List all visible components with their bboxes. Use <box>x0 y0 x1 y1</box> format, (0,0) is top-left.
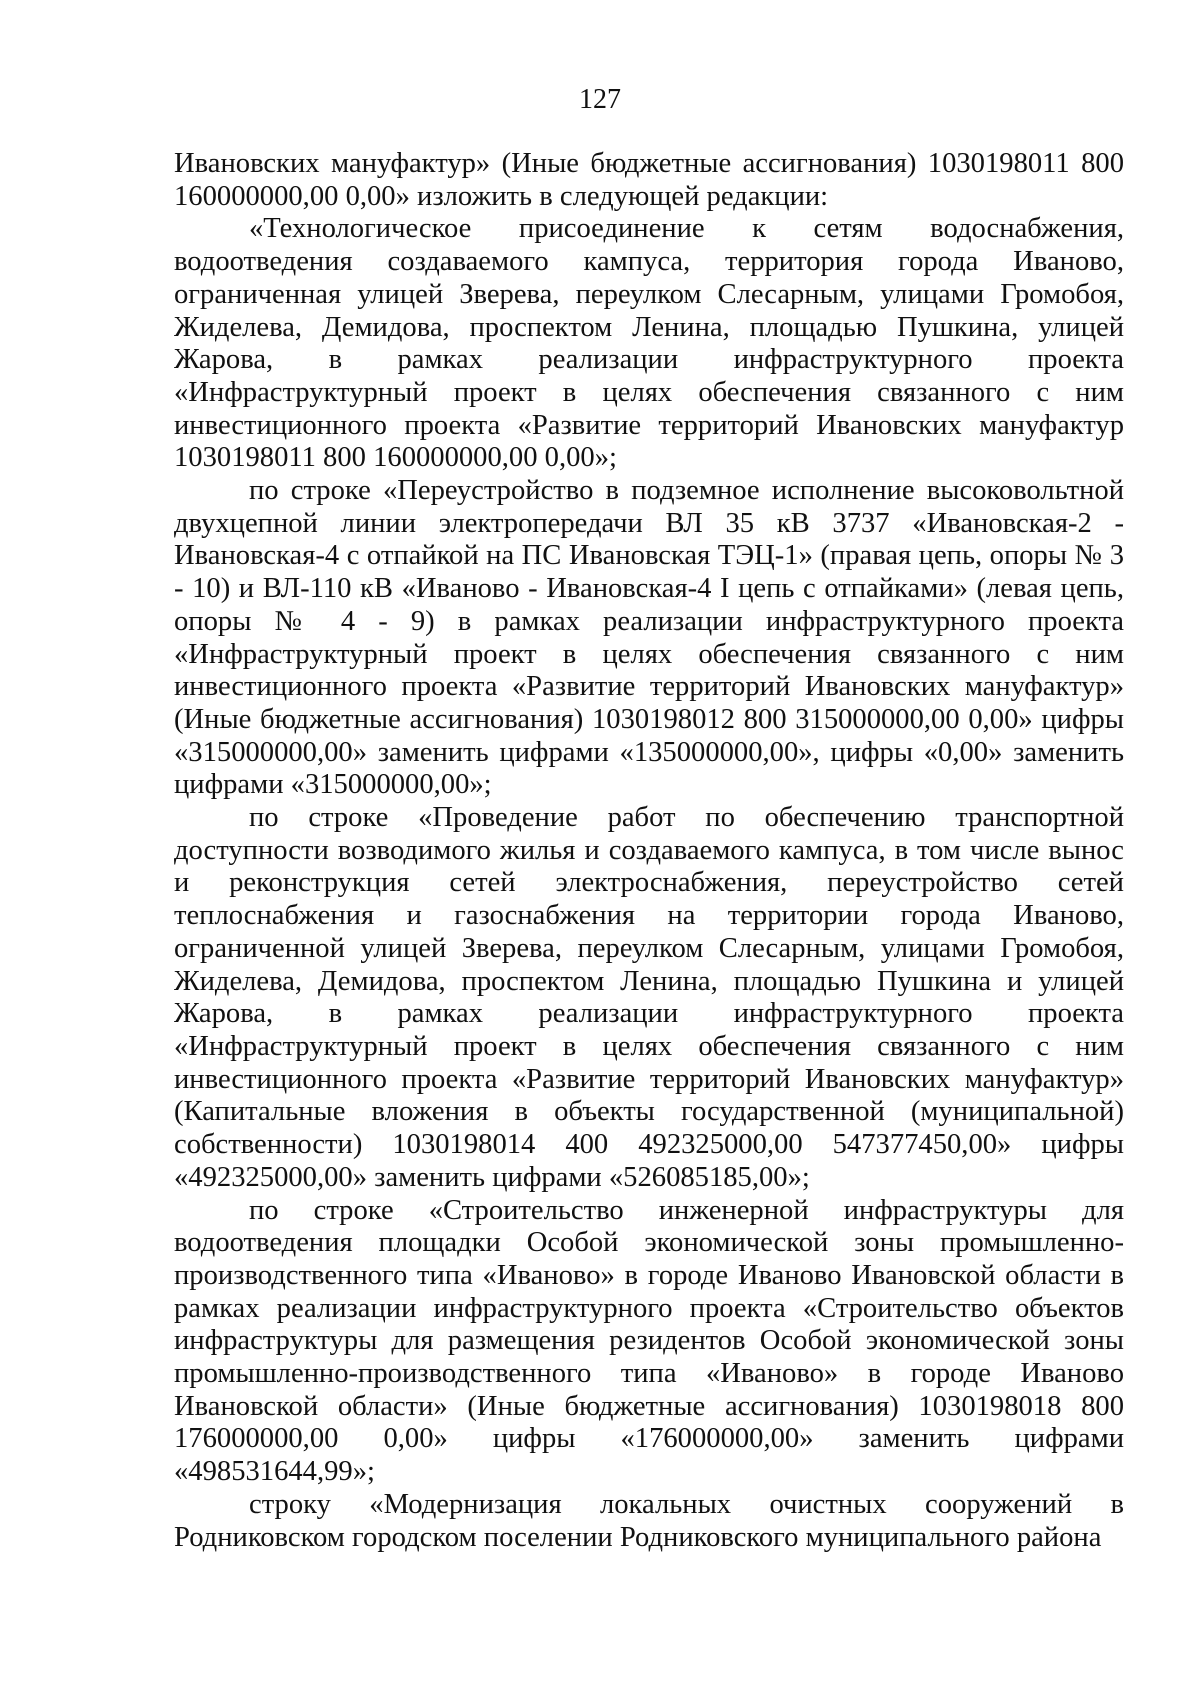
paragraph-new-wording: «Технологическое присоединение к сетям водоснабжения, водоотведения создаваемого кампуса, территория города Иваново, ограниченная улицей Зверева, переулком Слесарным, улицами Громобоя, Жиделева, Демидова, проспектом Ленина, площадью Пушкина, улицей Жарова, в рамках реализации инфраструктурного проекта «Инфраструктурный проект в целях обеспечения связанного с ним инвестиционного проекта «Развитие территорий Ивановских мануфактур 1030198011 800 160000000,00 0,00»; <box>174 213 1124 474</box>
paragraph-transport-access-amendment: по строке «Проведение работ по обеспечению транспортной доступности возводимого жилья и создаваемого кампуса, в том числе вынос и реконструкция сетей электроснабжения, переустройство сетей теплоснабжения и газоснабжения на территории города Иваново, ограниченной улицей Зверева, переулком Слесарным, улицами Громобоя, Жиделева, Демидова, проспектом Ленина, площадью Пушкина и улицей Жарова, в рамках реализации инфраструктурного проекта «Инфраструктурный проект в целях обеспечения связанного с ним инвестиционного проекта «Развитие территорий Ивановских мануфактур» (Капитальные вложения в объекты государственной (муниципальной) собственности) 1030198014 400 492325000,00 547377450,00» цифры «492325000,00» заменить цифрами «526085185,00»; <box>174 802 1124 1193</box>
paragraph-power-line-amendment: по строке «Переустройство в подземное исполнение высоковольтной двухцепной линии электропередачи ВЛ 35 кВ 3737 «Ивановская-2 - Ивановская-4 с отпайкой на ПС Ивановская ТЭЦ-1» (правая цепь, опоры № 3 - 10) и ВЛ-110 кВ «Иваново - Ивановская-4 I цепь с отпайками» (левая цепь, опоры № 4 - 9) в рамках реализации инфраструктурного проекта «Инфраструктурный проект в целях обеспечения связанного с ним инвестиционного проекта «Развитие территорий Ивановских мануфактур» (Иные бюджетные ассигнования) 1030198012 800 315000000,00 0,00» цифры «315000000,00» заменить цифрами «135000000,00», цифры «0,00» заменить цифрами «315000000,00»; <box>174 475 1124 801</box>
paragraph-treatment-facilities: строку «Модернизация локальных очистных сооружений в Родниковском городском поселении Родниковского муниципального района <box>174 1488 1124 1553</box>
page-number: 127 <box>579 84 621 115</box>
document-body <box>174 148 1124 1554</box>
paragraph-sewerage-amendment: по строке «Строительство инженерной инфраструктуры для водоотведения площадки Особой экономической зоны промышленно-производственного типа «Иваново» в городе Иваново Ивановской области в рамках реализации инфраструктурного проекта «Строительство объектов инфраструктуры для размещения резидентов Особой экономической зоны промышленно-производственного типа «Иваново» в городе Иваново Ивановской области» (Иные бюджетные ассигнования) 1030198018 800 176000000,00 0,00» цифры «176000000,00» заменить цифрами «498531644,99»; <box>174 1194 1124 1488</box>
paragraph-continuation: Ивановских мануфактур» (Иные бюджетные ассигнования) 1030198011 800 160000000,00 0,00» изложить в следующей редакции: <box>174 148 1124 212</box>
